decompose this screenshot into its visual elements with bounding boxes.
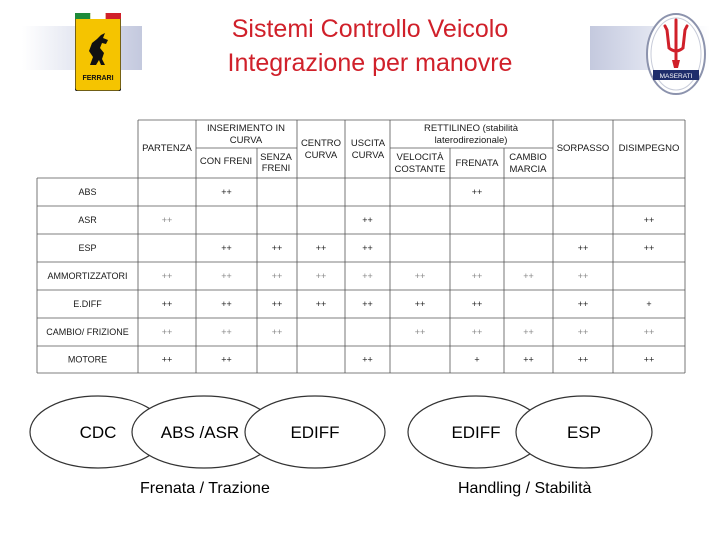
ellipse-label-ediff-right: EDIFF (451, 423, 501, 442)
header-velocita-costante-2: COSTANTE (394, 164, 446, 175)
group-label-handling-stability: Handling / Stabilità (458, 480, 592, 497)
cell-mark: ++ (643, 354, 655, 365)
cell-mark: ++ (271, 327, 283, 337)
cell-mark: ++ (362, 271, 373, 281)
system-ellipses (30, 396, 652, 468)
cell-mark: ++ (315, 271, 327, 281)
cell-mark: ++ (523, 271, 534, 281)
cell-mark: ++ (577, 327, 589, 337)
cell-mark: ++ (221, 299, 232, 309)
header-senza-freni-2: FRENI (261, 163, 291, 174)
row-label: ABS (78, 187, 97, 197)
cell-mark: ++ (161, 215, 173, 225)
header-inserimento-2: CURVA (229, 135, 263, 146)
ellipse-label-cdc: CDC (79, 423, 117, 442)
cell-mark: ++ (362, 243, 373, 253)
ellipse-label-esp: ESP (566, 423, 602, 442)
cell-mark: ++ (161, 327, 173, 337)
ellipse-label-abs-asr: ABS /ASR (160, 423, 240, 442)
table-header (142, 123, 679, 175)
cell-mark: ++ (643, 327, 655, 337)
cell-mark: ++ (643, 243, 655, 253)
cell-mark: ++ (161, 271, 173, 281)
row-label: AMMORTIZZATORI (47, 271, 128, 281)
row-label: ESP (78, 243, 97, 253)
cell-mark: ++ (221, 271, 232, 281)
cell-mark: ++ (315, 243, 327, 253)
page-title-line-1: Sistemi Controllo Veicolo (231, 15, 509, 43)
cell-mark: ++ (471, 271, 483, 281)
header-cambio-marcia-1: CAMBIO (509, 152, 547, 163)
cell-mark: ++ (362, 299, 373, 309)
cell-mark: ++ (471, 187, 483, 197)
header-senza-freni-1: SENZA (260, 152, 292, 163)
cell-mark: ++ (221, 187, 232, 197)
header-cambio-marcia-2: MARCIA (509, 164, 547, 175)
cell-mark: + (474, 354, 480, 365)
header-centro-curva-2: CURVA (304, 150, 338, 161)
cell-mark: ++ (271, 271, 283, 281)
ellipse-label-ediff-left: EDIFF (290, 423, 340, 442)
header-rettilineo-1: RETTILINEO (stabilità (424, 123, 518, 134)
header-uscita-curva-2: CURVA (351, 150, 385, 161)
header-rettilineo-2: laterodirezionale) (434, 135, 508, 146)
header-centro-curva-1: CENTRO (300, 138, 342, 149)
ferrari-logo-text: FERRARI (82, 75, 114, 82)
cell-mark: ++ (221, 327, 232, 337)
header-disimpegno: DISIMPEGNO (618, 143, 680, 154)
header-sorpasso: SORPASSO (556, 143, 610, 154)
header-con-freni: CON FRENI (199, 156, 253, 167)
cell-mark: ++ (414, 327, 426, 337)
cell-mark: ++ (523, 327, 534, 337)
cell-mark: ++ (414, 299, 426, 309)
cell-mark: ++ (362, 215, 373, 225)
maserati-logo-text: MASERATI (659, 73, 693, 80)
cell-mark: ++ (221, 354, 232, 365)
row-label: ASR (78, 215, 97, 225)
cell-mark: ++ (577, 271, 589, 281)
row-label: E.DIFF (73, 299, 102, 309)
row-label: MOTORE (67, 354, 108, 365)
cell-mark: ++ (471, 327, 483, 337)
group-label-braking-traction: Frenata / Trazione (140, 480, 270, 497)
cell-mark: ++ (471, 299, 483, 309)
cell-mark: ++ (577, 354, 589, 365)
cell-mark: ++ (221, 243, 232, 253)
cell-mark: ++ (271, 243, 283, 253)
cell-mark: ++ (414, 271, 426, 281)
cell-mark: ++ (161, 354, 173, 365)
cell-mark: + (646, 299, 652, 309)
header-velocita-costante-1: VELOCITÀ (396, 152, 444, 163)
cell-mark: ++ (161, 299, 173, 309)
cell-mark: ++ (315, 299, 327, 309)
cell-mark: ++ (523, 354, 534, 365)
cell-mark: ++ (362, 354, 373, 365)
header-uscita-curva-1: USCITA (350, 138, 386, 149)
header-partenza: PARTENZA (142, 143, 192, 154)
cell-mark: ++ (643, 215, 655, 225)
page-title-line-2: Integrazione per manovre (227, 49, 513, 77)
header-frenata: FRENATA (455, 158, 499, 169)
row-label: CAMBIO/ FRIZIONE (46, 327, 129, 337)
cell-mark: ++ (577, 299, 589, 309)
table-body (46, 187, 654, 365)
cell-mark: ++ (271, 299, 283, 309)
header-inserimento-1: INSERIMENTO IN (207, 123, 285, 134)
cell-mark: ++ (577, 243, 589, 253)
